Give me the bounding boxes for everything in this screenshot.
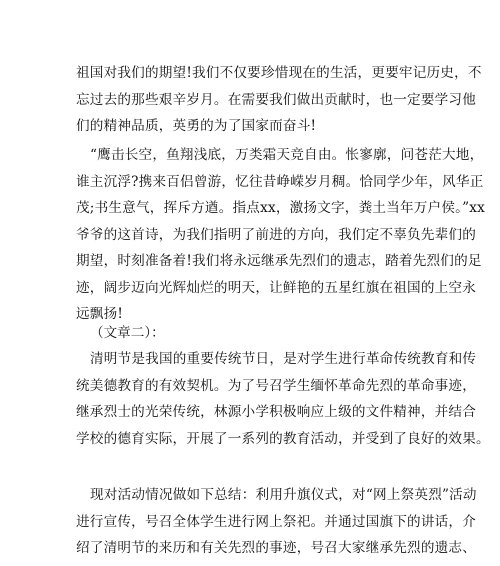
text-line: 谁主沉浮?携来百侣曾游，忆往昔峥嵘岁月稠。恰同学少年，风华正 xyxy=(76,173,484,190)
text-line: 期望，时刻准备着!我们将永远继承先烈们的遗志，踏着先烈们的足 xyxy=(76,253,482,269)
text-line: 清明节是我国的重要传统节日，是对学生进行革命传统教育和传 xyxy=(90,351,477,367)
paragraph-1 xyxy=(76,60,482,140)
text-line: 进行宣传，号召全体学生进行网上祭祀。并通过国旗下的讲话，介 xyxy=(76,513,477,530)
paragraph-2 xyxy=(76,142,486,328)
text-line: 现对活动情况做如下总结：利用升旗仪式，对“网上祭英烈”活动 xyxy=(90,487,477,503)
text-line: 祖国对我们的期望!我们不仅要珍惜现在的生活，更要牢记历史，不 xyxy=(76,65,482,81)
text-line: 茂;书生意气，挥斥方遒。指点xx，激扬文字，粪土当年万户侯。”xx xyxy=(76,200,486,216)
text-line: 统美德教育的有效契机。为了号召学生缅怀革命先烈的革命事迹， xyxy=(76,377,477,394)
text-line: 远飘扬! xyxy=(76,306,124,322)
section-heading: （文章二）： xyxy=(90,325,165,341)
paragraph-3 xyxy=(76,346,490,452)
text-line: 继承烈士的光荣传统，林源小学积极响应上级的文件精神，并结合 xyxy=(76,404,477,420)
text-line: “鹰击长空，鱼翔浅底，万类霜天竞自由。怅寥廓，问苍茫大地， xyxy=(90,147,484,163)
text-line: 忘过去的那些艰辛岁月。在需要我们做出贡献时，也一定要学习他 xyxy=(76,91,477,108)
text-line: 爷爷的这首诗，为我们指明了前进的方向，我们定不辜负先辈们的 xyxy=(76,226,477,243)
text-line: 学校的德育实际，开展了一系列的教育活动，并受到了良好的效果。 xyxy=(76,430,490,447)
text-line: 迹，阔步迈向光辉灿烂的明天，让鲜艳的五星红旗在祖国的上空永 xyxy=(76,279,477,296)
text-line: 们的精神品质，英勇的为了国家而奋斗! xyxy=(76,118,317,134)
paragraph-4 xyxy=(76,482,477,562)
text-line: 绍了清明节的来历和有关先烈的事迹，号召大家继承先烈的遗志、 xyxy=(76,540,477,556)
